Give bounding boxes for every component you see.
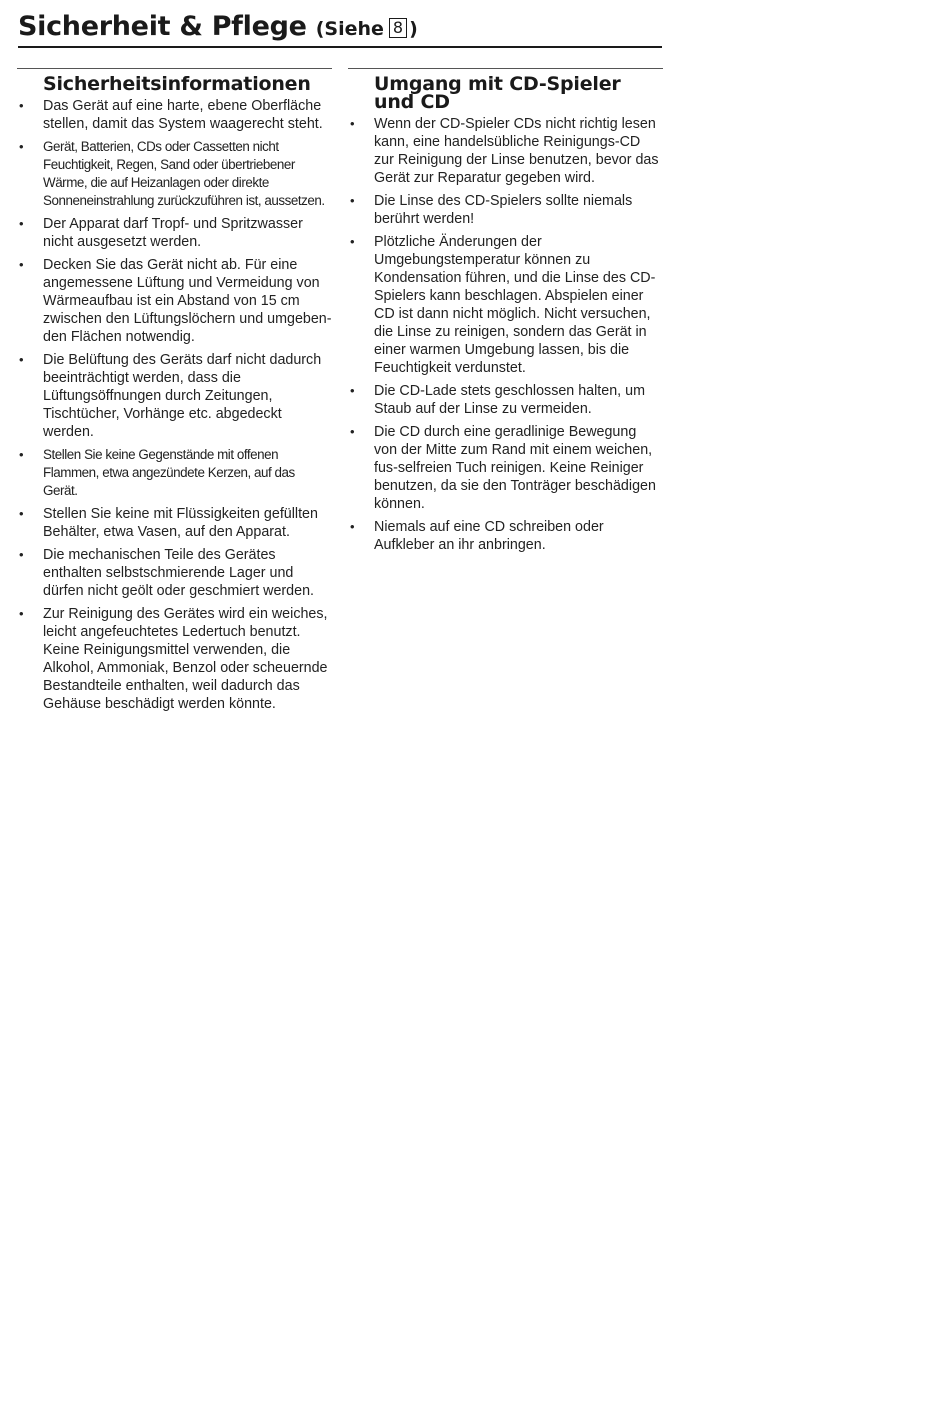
- list-item: • Der Apparat darf Tropf- und Spritzwasser nicht ausgesetzt werden.: [43, 215, 332, 251]
- cd-handling-list: [374, 115, 663, 554]
- list-item: • Die mechanischen Teile des Gerätes enthalten selbstschmierende Lager und dürfen nicht geölt oder geschmiert werden.: [43, 546, 332, 600]
- page-header: [18, 10, 662, 48]
- figure-number-box: 8: [389, 18, 407, 38]
- list-item: • Die CD durch eine geradlinige Bewegung von der Mitte zum Rand mit einem weichen, fus-selfreien Tuch reinigen. Keine Reiniger benutzen, da sie den Tonträger beschädigen können.: [374, 423, 663, 513]
- list-item: • Die CD-Lade stets geschlossen halten, um Staub auf der Linse zu vermeiden.: [374, 382, 663, 418]
- list-item: • Plötzliche Änderungen der Umgebungstemperatur können zu Kondensation führen, und die Linse des CD-Spielers kann beschlagen. Abspielen einer CD ist dann nicht möglich. Nicht versuchen, die Linse zu reinigen, sondern das Gerät in einer warmen Umgebung lassen, bis die Feuchtigkeit verdunstet.: [374, 233, 663, 377]
- safety-information-column: [17, 68, 332, 718]
- list-item: • Stellen Sie keine mit Flüssigkeiten gefüllten Behälter, etwa Vasen, auf den Apparat.: [43, 505, 332, 541]
- see-close: ): [409, 18, 418, 40]
- list-item: • Gerät, Batterien, CDs oder Cassetten nicht Feuchtigkeit, Regen, Sand oder übertriebener Wärme, die auf Heizanlagen oder direkte Sonneneinstrahlung zurückzuführen ist, aussetzen.: [43, 138, 332, 210]
- list-item: • Niemals auf eine CD schreiben oder Aufkleber an ihr anbringen.: [374, 518, 663, 554]
- list-item: • Decken Sie das Gerät nicht ab. Für eine angemessene Lüftung und Vermeidung von Wärmeaufbau ist ein Abstand von 15 cm zwischen den Lüftungslöchern und umgeben-den Flächen notwendig.: [43, 256, 332, 346]
- list-item: • Die Belüftung des Geräts darf nicht dadurch beeinträchtigt werden, dass die Lüftungsöffnungen durch Zeitungen, Tischtücher, Vorhänge etc. abgedeckt werden.: [43, 351, 332, 441]
- cd-handling-column: [348, 68, 663, 559]
- list-item: • Wenn der CD-Spieler CDs nicht richtig lesen kann, eine handelsübliche Reinigungs-CD zur Reinigung der Linse benutzen, bevor das Gerät zur Reparatur gegeben wird.: [374, 115, 663, 187]
- cd-handling-heading: Umgang mit CD-Spieler und CD: [374, 73, 621, 113]
- safety-information-list: [43, 97, 332, 713]
- list-item: • Das Gerät auf eine harte, ebene Oberfläche stellen, damit das System waagerecht steht.: [43, 97, 332, 133]
- list-item: • Die Linse des CD-Spielers sollte niemals berührt werden!: [374, 192, 663, 228]
- page-title: Sicherheit & Pflege: [18, 11, 307, 42]
- see-label: (Siehe: [315, 18, 384, 40]
- list-item: • Zur Reinigung des Gerätes wird ein weiches, leicht angefeuchtetes Ledertuch benutzt. Keine Reinigungsmittel verwenden, die Alkohol, Ammoniak, Benzol oder scheuernde Bestandteile enthalten, weil dadurch das Gehäuse beschädigt werden könnte.: [43, 605, 332, 713]
- safety-information-heading: Sicherheitsinformationen: [43, 73, 311, 95]
- list-item: • Stellen Sie keine Gegenstände mit offenen Flammen, etwa angezündete Kerzen, auf das Gerät.: [43, 446, 332, 500]
- figure-reference: [316, 18, 418, 40]
